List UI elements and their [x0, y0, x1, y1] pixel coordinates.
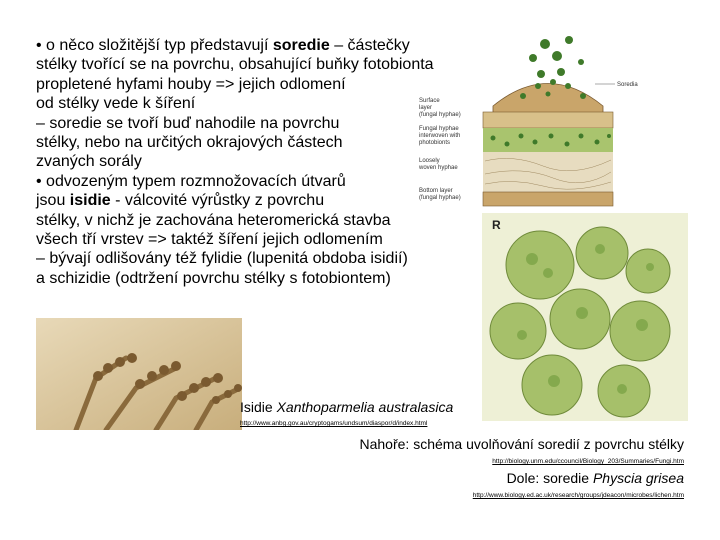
soredia-micro-photo: [482, 213, 688, 421]
source-link-dole[interactable]: http://www.biology.ed.ac.uk/research/groups/jdeacon/microbes/lichen.htm: [472, 492, 684, 499]
text-line: • odvozeným typem rozmnožovacích útvarů: [36, 172, 346, 190]
text-line: a schizidie (odtržení povrchu stélky s fotobiontem): [36, 269, 391, 287]
text-line: – bývají odlišovány též fylidie (lupenitá obdoba isidií): [36, 250, 408, 268]
label-interwoven: interwoven with: [419, 133, 461, 139]
caption-dole: Dole: soredie Physcia grisea: [506, 470, 684, 486]
text-line: stélky, nebo na určitých okrajových částech: [36, 134, 343, 152]
text-line: propletené hyfami houby => jejich odlomení: [36, 75, 346, 93]
text-line: jsou isidie - válcovité výrůstky z povrchu: [36, 192, 325, 210]
text-line: stélky tvořící se na povrchu, obsahující buňky fotobionta: [36, 56, 434, 74]
source-link-isidie[interactable]: http://www.anbg.gov.au/cryptogams/undsum/diaspor/d/index.html: [240, 420, 428, 427]
label-loosely: Loosely: [419, 158, 440, 164]
label-bottom-hyphae: (fungal hyphae): [419, 195, 461, 201]
label-photobionts: photobionts: [419, 140, 451, 146]
isidia-photo: [36, 318, 242, 430]
source-link-schema[interactable]: http://biology.unm.edu/ccouncil/Biology_203/Summaries/Fungi.htm: [492, 458, 684, 465]
text-line: zvaných sorály: [36, 153, 142, 171]
text-line: • o něco složitější typ představují soredie – částečky: [36, 37, 410, 54]
text-line: stélky, v nichž je zachována heteromerická stavba: [36, 211, 391, 229]
label-surface: Surface: [419, 98, 440, 104]
label-woven: woven hyphae: [419, 165, 458, 171]
label-fungal-hyphae-2: Fungal hyphae: [419, 126, 459, 132]
text-line: všech tří vrstev => taktéž šíření jejich odlomením: [36, 231, 383, 249]
label-bottom-layer: Bottom layer: [419, 188, 453, 194]
text-line: od stélky vede k šíření: [36, 95, 196, 113]
label-soredia: Soredia: [617, 82, 638, 88]
soredia-diagram: [383, 26, 673, 222]
caption-schema: Nahoře: schéma uvolňování soredií z povrchu stélky: [359, 436, 684, 452]
text-line: – soredie se tvoří buď nahodile na povrchu: [36, 114, 340, 132]
caption-isidie: Isidie Xanthoparmelia australasica: [240, 399, 454, 415]
label-fungal-hyphae: (fungal hyphae): [419, 112, 461, 118]
micro-label: R: [492, 218, 501, 232]
label-layer: layer: [419, 105, 433, 111]
